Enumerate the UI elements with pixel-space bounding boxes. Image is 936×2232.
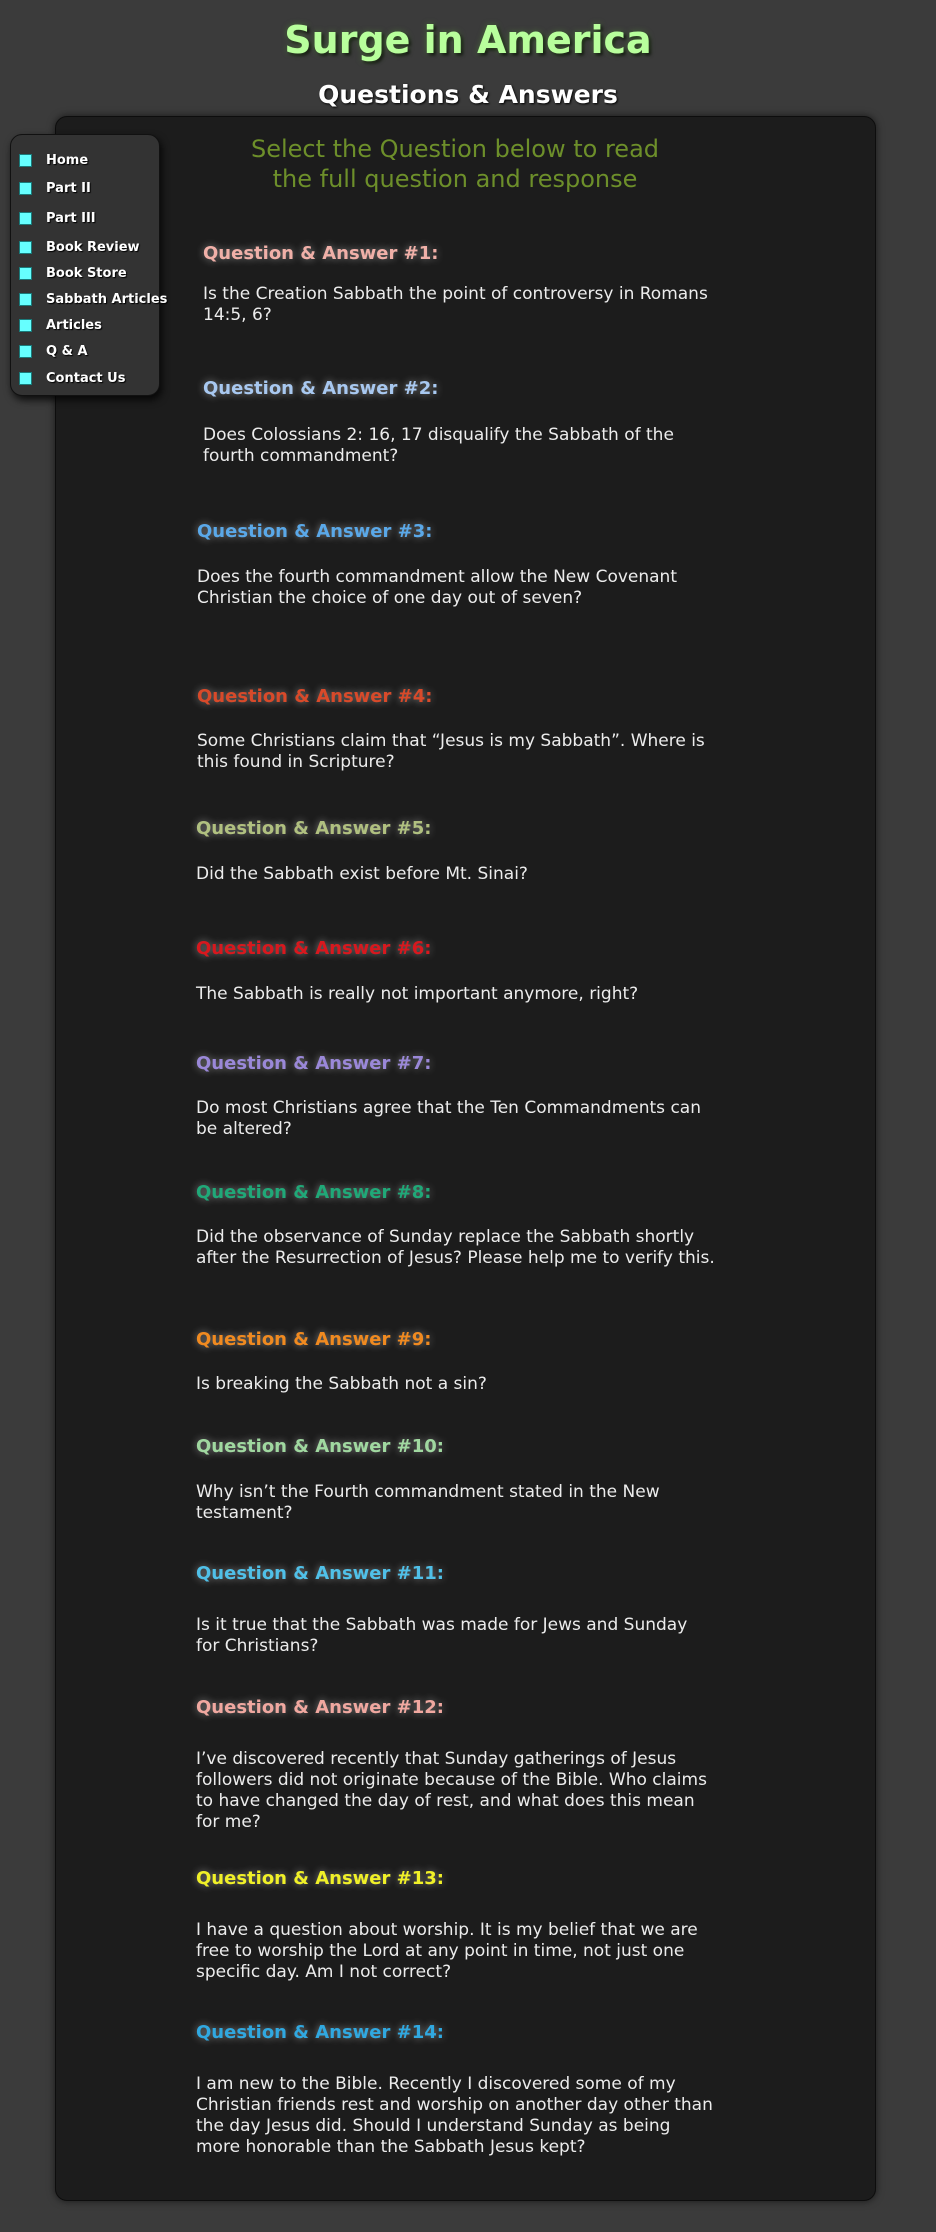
square-bullet-icon	[19, 154, 32, 167]
question-1-text[interactable]: Is the Creation Sabbath the point of controversy in Romans 14:5, 6?	[203, 284, 708, 325]
question-11-text[interactable]: Is it true that the Sabbath was made for Jews and Sunday for Christians?	[196, 1615, 688, 1656]
question-2-link[interactable]: Question & Answer #2:	[203, 378, 439, 399]
nav-item-label: Part III	[46, 210, 96, 226]
question-7-link[interactable]: Question & Answer #7:	[196, 1053, 432, 1074]
nav-item-label: Contact Us	[46, 370, 126, 386]
nav-item-contact-us[interactable]	[19, 367, 125, 389]
question-5-text[interactable]: Did the Sabbath exist before Mt. Sinai?	[196, 864, 528, 884]
question-12-link[interactable]: Question & Answer #12:	[196, 1697, 444, 1718]
question-2-text[interactable]: Does Colossians 2: 16, 17 disqualify the Sabbath of the fourth commandment?	[203, 425, 674, 466]
nav-item-part-ii[interactable]	[19, 177, 91, 199]
square-bullet-icon	[19, 372, 32, 385]
intro-text	[195, 134, 715, 194]
question-5-link[interactable]: Question & Answer #5:	[196, 818, 432, 839]
nav-item-book-store[interactable]	[19, 262, 127, 284]
square-bullet-icon	[19, 182, 32, 195]
nav-item-label: Part II	[46, 180, 91, 196]
question-6-text[interactable]: The Sabbath is really not important anymore, right?	[196, 984, 639, 1004]
square-bullet-icon	[19, 345, 32, 358]
nav-item-label: Q & A	[46, 343, 88, 359]
question-9-text[interactable]: Is breaking the Sabbath not a sin?	[196, 1374, 487, 1394]
question-14-text[interactable]: I am new to the Bible. Recently I discovered some of my Christian friends rest and worship on another day other than the day Jesus did. Should I understand Sunday as being more honorable than the Sabbath Jesus kept?	[196, 2074, 713, 2157]
nav-item-part-iii[interactable]	[19, 207, 96, 229]
question-4-text[interactable]: Some Christians claim that “Jesus is my Sabbath”. Where is this found in Scripture?	[197, 731, 705, 772]
question-4-link[interactable]: Question & Answer #4:	[197, 686, 433, 707]
question-6-link[interactable]: Question & Answer #6:	[196, 938, 432, 959]
question-13-link[interactable]: Question & Answer #13:	[196, 1868, 444, 1889]
question-11-link[interactable]: Question & Answer #11:	[196, 1563, 444, 1584]
nav-item-label: Articles	[46, 317, 102, 333]
sidebar-nav	[10, 134, 168, 396]
question-7-text[interactable]: Do most Christians agree that the Ten Commandments can be altered?	[196, 1098, 701, 1139]
nav-item-label: Home	[46, 152, 89, 168]
nav-item-sabbath-articles[interactable]	[19, 288, 167, 310]
question-3-text[interactable]: Does the fourth commandment allow the New Covenant Christian the choice of one day out of seven?	[197, 567, 678, 608]
square-bullet-icon	[19, 241, 32, 254]
intro-line-1: Select the Question below to read	[250, 135, 660, 163]
nav-item-home[interactable]	[19, 149, 88, 171]
question-8-link[interactable]: Question & Answer #8:	[196, 1182, 432, 1203]
page-title: Questions & Answers	[318, 80, 618, 109]
question-8-text[interactable]: Did the observance of Sunday replace the Sabbath shortly after the Resurrection of Jesus? Please help me to verify this.	[196, 1227, 715, 1268]
question-10-link[interactable]: Question & Answer #10:	[196, 1436, 444, 1457]
square-bullet-icon	[19, 212, 32, 225]
square-bullet-icon	[19, 319, 32, 332]
question-10-text[interactable]: Why isn’t the Fourth commandment stated in the New testament?	[196, 1482, 660, 1523]
question-14-link[interactable]: Question & Answer #14:	[196, 2022, 444, 2043]
nav-item-book-review[interactable]	[19, 236, 140, 258]
nav-item-q-and-a[interactable]	[19, 340, 88, 362]
question-9-link[interactable]: Question & Answer #9:	[196, 1329, 432, 1350]
nav-item-label: Book Store	[46, 265, 127, 281]
question-1-link[interactable]: Question & Answer #1:	[203, 243, 439, 264]
intro-line-2: the full question and response	[272, 165, 638, 193]
square-bullet-icon	[19, 293, 32, 306]
nav-item-articles[interactable]	[19, 314, 102, 336]
square-bullet-icon	[19, 267, 32, 280]
question-12-text[interactable]: I’ve discovered recently that Sunday gatherings of Jesus followers did not originate because of the Bible. Who claims to have changed the day of rest, and what does this mean for me?	[196, 1749, 707, 1832]
question-3-link[interactable]: Question & Answer #3:	[197, 521, 433, 542]
nav-item-label: Sabbath Articles	[46, 291, 168, 307]
nav-item-label: Book Review	[46, 239, 140, 255]
question-13-text[interactable]: I have a question about worship. It is my belief that we are free to worship the Lord at any point in time, not just one specific day. Am I not correct?	[196, 1920, 698, 1982]
site-title: Surge in America	[284, 18, 652, 62]
